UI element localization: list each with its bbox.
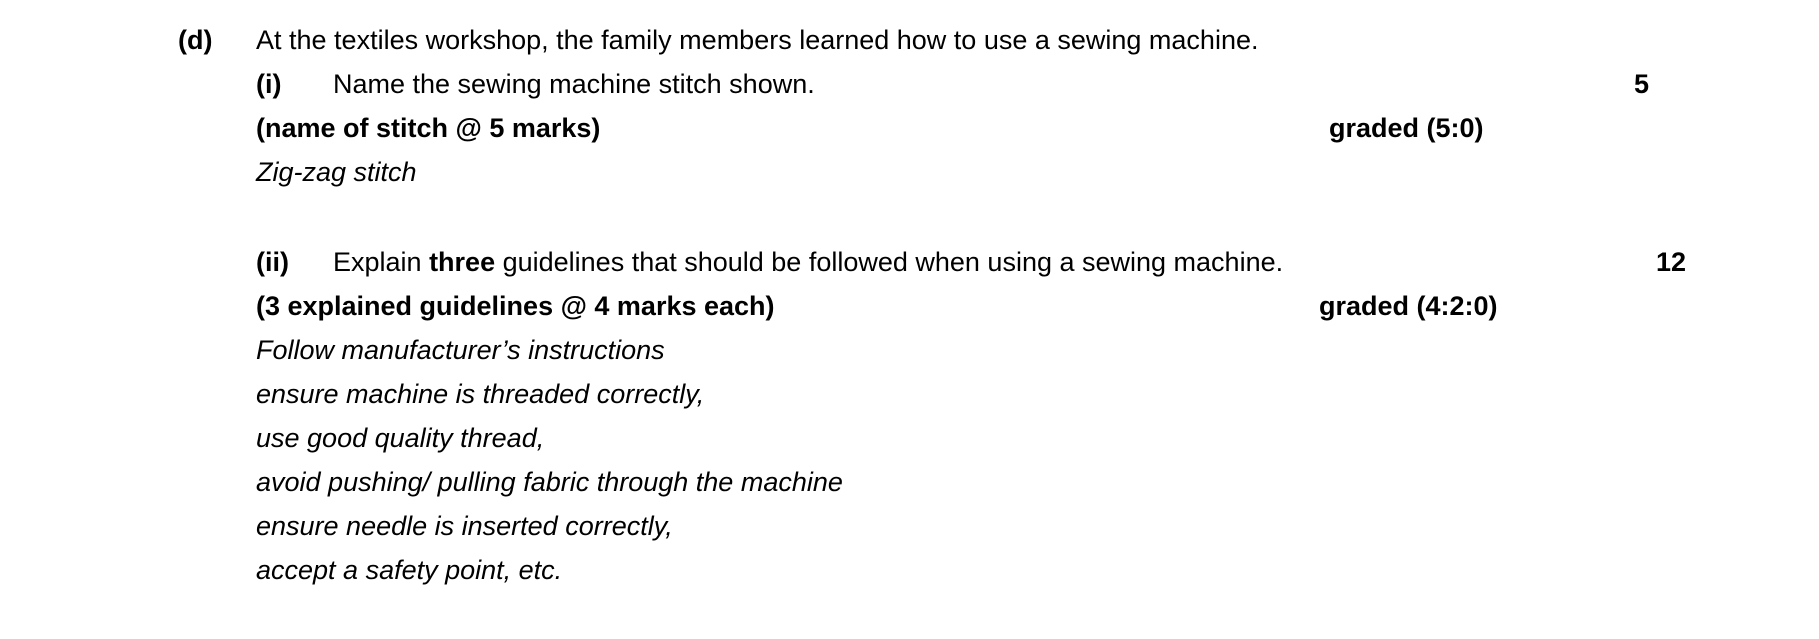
sub-part-i [256,62,1819,106]
sub-part-ii-marks: 12 [1656,247,1687,277]
sub-part-i-label: (i) [256,69,282,99]
question-stem-text: At the textiles workshop, the family members learned how to use a sewing machine. [256,25,1259,55]
sub-part-ii-answer-6: accept a safety point, etc. [256,555,563,585]
sub-part-i-scheme-row [256,106,1819,150]
part-label-d: (d) [178,25,213,55]
sub-part-ii-marking-scheme: (3 explained guidelines @ 4 marks each) [256,291,775,321]
sub-part-i-answer: Zig-zag stitch [256,157,417,187]
sub-part-ii [256,240,1819,284]
sub-part-i-graded: graded (5:0) [1329,113,1484,143]
part-d-body [256,18,1819,592]
spacer [256,194,1819,240]
sub-part-ii-text-after: guidelines that should be followed when using a sewing machine. [495,247,1284,277]
question-stem [256,18,1819,62]
sub-part-ii-scheme-row [256,284,1819,328]
sub-part-ii-emphasis: three [429,247,496,277]
sub-part-i-marks: 5 [1634,69,1650,99]
sub-part-ii-text-before: Explain [333,247,430,277]
sub-part-i-text: Name the sewing machine stitch shown. [333,69,815,99]
sub-part-ii-answer-5: ensure needle is inserted correctly, [256,511,673,541]
sub-part-i-marking-scheme: (name of stitch @ 5 marks) [256,113,601,143]
sub-part-ii-answer-4: avoid pushing/ pulling fabric through the machine [256,467,843,497]
sub-part-ii-label: (ii) [256,247,289,277]
sub-part-ii-answer-2: ensure machine is threaded correctly, [256,379,705,409]
question-part-d [0,18,1819,592]
sub-part-ii-answer-3: use good quality thread, [256,423,545,453]
sub-part-ii-graded: graded (4:2:0) [1319,291,1498,321]
sub-part-ii-answer-1: Follow manufacturer’s instructions [256,335,665,365]
